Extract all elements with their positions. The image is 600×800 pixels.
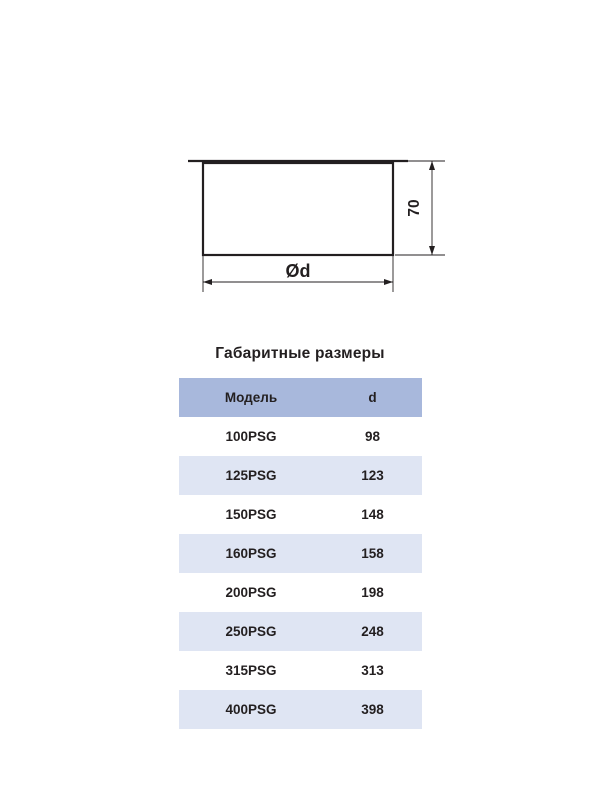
table-row <box>179 495 422 534</box>
table-row <box>179 612 422 651</box>
cell-model: 250PSG <box>179 612 324 651</box>
cell-model: 150PSG <box>179 495 324 534</box>
table-body <box>179 417 422 729</box>
technical-drawing <box>0 0 600 330</box>
duct-drawing-svg <box>0 0 600 330</box>
cell-model: 315PSG <box>179 651 324 690</box>
cell-d: 398 <box>324 690 422 729</box>
cell-d: 198 <box>324 573 422 612</box>
cell-d: 313 <box>324 651 422 690</box>
height-arrow-bottom <box>429 246 435 255</box>
table-row <box>179 573 422 612</box>
column-header-model: Модель <box>179 378 324 417</box>
cell-d: 98 <box>324 417 422 456</box>
cell-model: 100PSG <box>179 417 324 456</box>
duct-body-rect <box>203 163 393 255</box>
table-row <box>179 417 422 456</box>
height-label: 70 <box>406 199 423 217</box>
cell-model: 400PSG <box>179 690 324 729</box>
table-row <box>179 456 422 495</box>
table-row <box>179 534 422 573</box>
cell-model: 200PSG <box>179 573 324 612</box>
diameter-arrow-right <box>384 279 393 285</box>
table-row <box>179 690 422 729</box>
height-arrow-top <box>429 161 435 170</box>
cell-model: 160PSG <box>179 534 324 573</box>
diameter-arrow-left <box>203 279 212 285</box>
cell-model: 125PSG <box>179 456 324 495</box>
table-title: Габаритные размеры <box>215 345 385 362</box>
dimensions-section <box>0 345 600 729</box>
cell-d: 123 <box>324 456 422 495</box>
diameter-label: Ød <box>285 261 311 281</box>
cell-d: 158 <box>324 534 422 573</box>
column-header-d: d <box>324 378 422 417</box>
cell-d: 148 <box>324 495 422 534</box>
cell-d: 248 <box>324 612 422 651</box>
table-header-row <box>179 378 422 417</box>
table-row <box>179 651 422 690</box>
dimensions-table <box>179 378 422 729</box>
